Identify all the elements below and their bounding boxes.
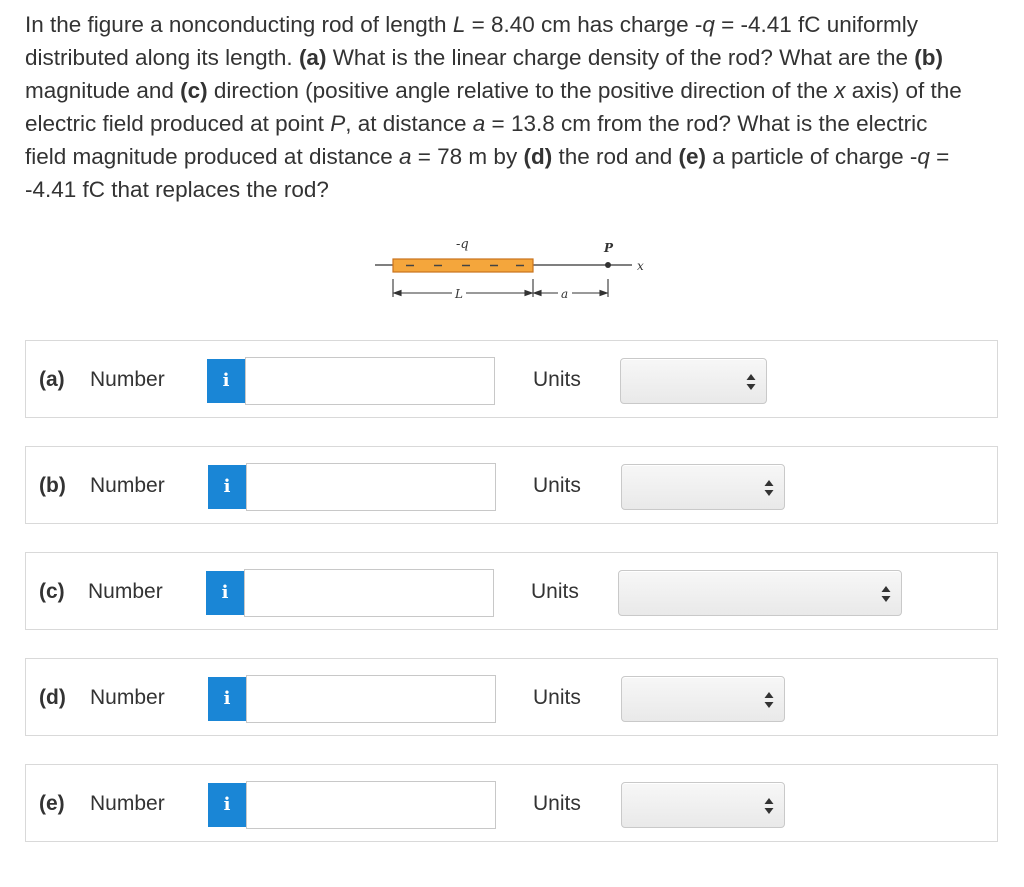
answer-row-d	[25, 658, 998, 736]
question-segment: What is the linear charge density of the rod? What are the	[326, 45, 915, 70]
question-segment: direction (positive angle relative to the positive direction of the	[207, 78, 835, 103]
part-letter: (a)	[39, 368, 65, 391]
answer-row-b	[25, 446, 998, 524]
units-label: Units	[531, 580, 579, 603]
info-icon: i	[223, 688, 231, 709]
question-line	[25, 8, 1010, 41]
info-button[interactable]	[206, 571, 244, 615]
select-arrows-icon	[746, 373, 756, 391]
question-segment: the rod and	[552, 144, 679, 169]
select-arrows-icon	[764, 691, 774, 709]
number-input[interactable]	[245, 357, 495, 405]
units-select[interactable]	[618, 570, 902, 616]
distance-label: a	[561, 287, 569, 301]
units-label: Units	[533, 686, 581, 709]
question-segment: (b)	[914, 45, 943, 70]
question-segment: x	[834, 78, 846, 103]
question-line	[25, 107, 1010, 140]
number-input[interactable]	[246, 781, 496, 829]
question-segment: = -4.41 fC uniformly	[714, 12, 919, 37]
info-button[interactable]	[208, 783, 246, 827]
number-label: Number	[90, 474, 165, 497]
units-select[interactable]	[621, 464, 785, 510]
question-segment: P	[330, 111, 346, 136]
question-segment: In the figure a nonconducting rod of length	[25, 12, 453, 37]
question-line	[25, 41, 1010, 74]
question-line	[25, 74, 1010, 107]
rod-figure	[370, 232, 660, 312]
number-label: Number	[90, 792, 165, 815]
number-label: Number	[90, 686, 165, 709]
question-segment: a	[472, 111, 486, 136]
question-segment: q	[917, 144, 930, 169]
part-letter: (c)	[39, 580, 65, 603]
info-button[interactable]	[208, 465, 246, 509]
units-select[interactable]	[621, 676, 785, 722]
question-segment: magnitude and	[25, 78, 181, 103]
question-segment: (d)	[523, 144, 553, 169]
units-label: Units	[533, 474, 581, 497]
part-letter: (b)	[39, 474, 66, 497]
question-segment: (e)	[678, 144, 707, 169]
units-label: Units	[533, 368, 581, 391]
point-p-label: P	[604, 241, 614, 255]
question-segment: field magnitude produced at distance	[25, 144, 399, 169]
x-axis-label: x	[637, 259, 644, 273]
info-icon: i	[223, 476, 231, 497]
charge-label: -q	[456, 237, 469, 252]
question-segment: , at distance	[345, 111, 473, 136]
question-segment: = 78 m by	[411, 144, 524, 169]
units-select[interactable]	[621, 782, 785, 828]
question-line	[25, 140, 1010, 173]
question-segment: (c)	[180, 78, 208, 103]
info-icon: i	[221, 582, 229, 603]
question-text	[25, 8, 1010, 206]
number-input[interactable]	[246, 675, 496, 723]
question-segment: = 13.8 cm from the rod? What is the electric	[485, 111, 928, 136]
info-icon: i	[222, 370, 230, 391]
number-input[interactable]	[246, 463, 496, 511]
select-arrows-icon	[764, 797, 774, 815]
info-button[interactable]	[208, 677, 246, 721]
question-segment: L	[452, 12, 466, 37]
number-label: Number	[88, 580, 163, 603]
question-line	[25, 173, 1010, 206]
answer-row-a	[25, 340, 998, 418]
number-input[interactable]	[244, 569, 494, 617]
number-label: Number	[90, 368, 165, 391]
part-letter: (e)	[39, 792, 65, 815]
point-p-dot	[605, 262, 611, 268]
select-arrows-icon	[764, 479, 774, 497]
question-segment: a particle of charge -	[706, 144, 918, 169]
units-select[interactable]	[620, 358, 767, 404]
question-segment: distributed along its length.	[25, 45, 299, 70]
question-segment: (a)	[298, 45, 327, 70]
question-segment: = 8.40 cm has charge -	[465, 12, 703, 37]
question-segment: electric field produced at point	[25, 111, 331, 136]
length-label: L	[455, 287, 463, 301]
question-segment: =	[929, 144, 950, 169]
question-segment: axis) of the	[845, 78, 962, 103]
question-segment: -4.41 fC that replaces the rod?	[25, 177, 329, 202]
question-segment: q	[702, 12, 715, 37]
answer-row-e	[25, 764, 998, 842]
select-arrows-icon	[881, 585, 891, 603]
answer-row-c	[25, 552, 998, 630]
part-letter: (d)	[39, 686, 66, 709]
info-button[interactable]	[207, 359, 245, 403]
question-segment: a	[399, 144, 412, 169]
info-icon: i	[223, 794, 231, 815]
units-label: Units	[533, 792, 581, 815]
